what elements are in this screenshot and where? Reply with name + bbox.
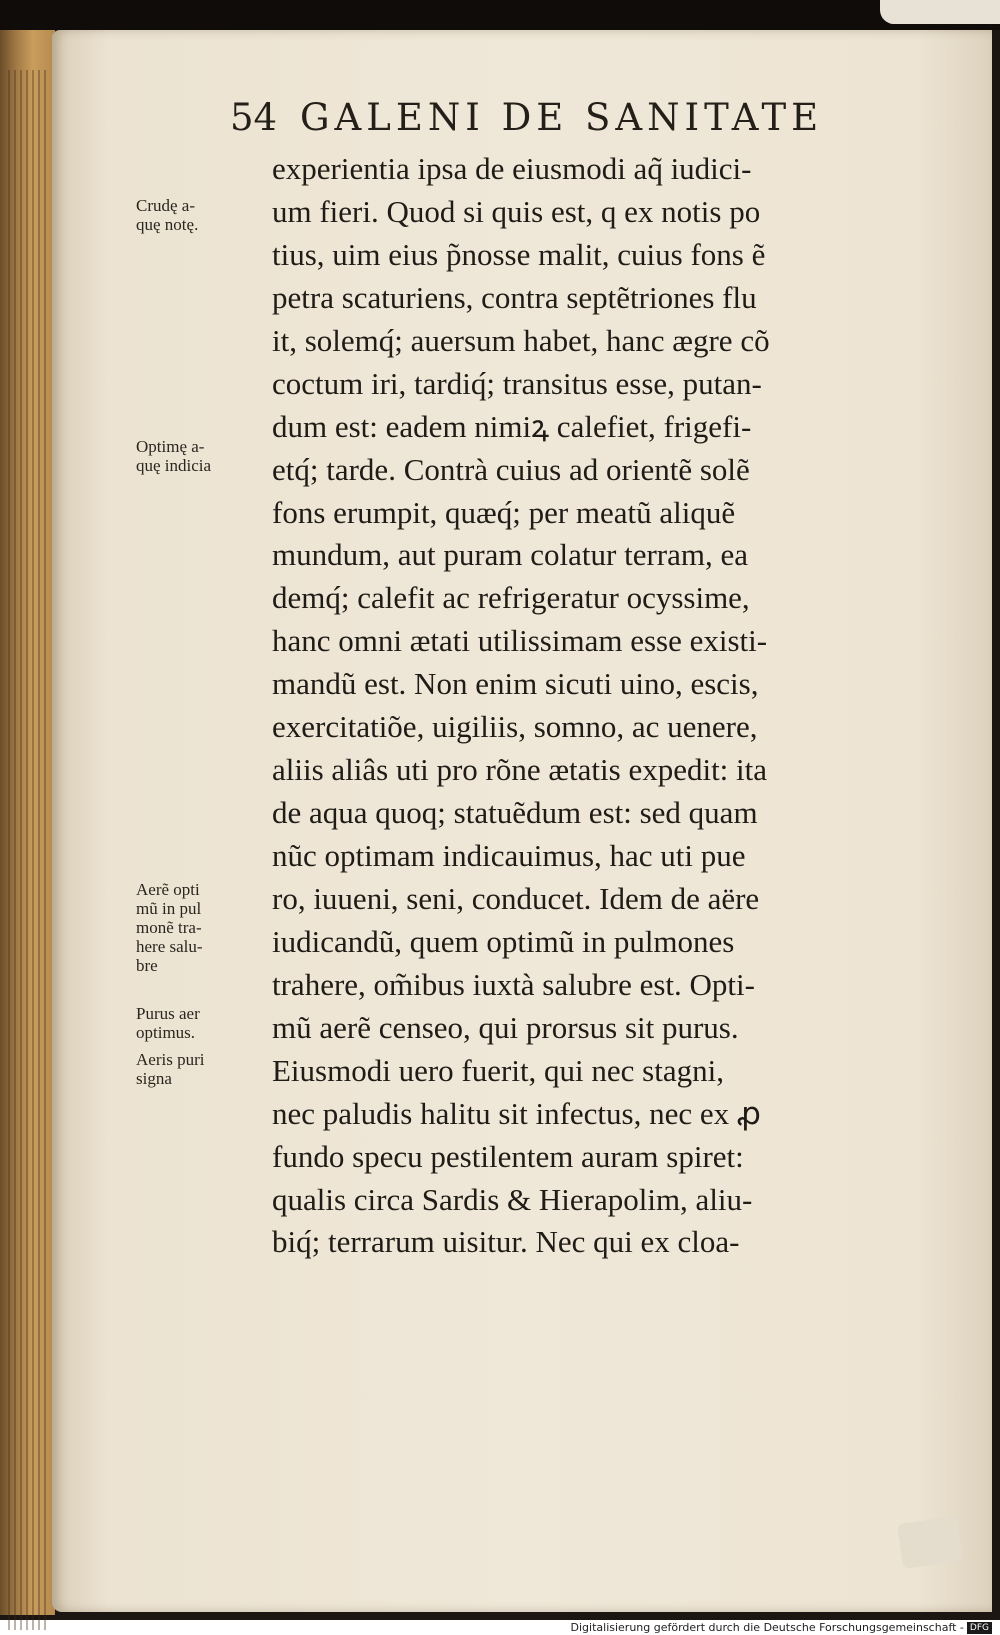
text-line: it, solemq́; auersum habet, hanc ægre cõ [272, 322, 770, 358]
main-text-block [272, 148, 912, 1264]
marginal-note-line: mũ in pul [136, 899, 202, 918]
page-number: 54 [230, 96, 278, 139]
text-line: de aqua quoq; statuẽdum est: sed quam [272, 795, 758, 831]
text-line: ro, iuueni, seni, conducet. Idem de aëre [272, 880, 760, 916]
text-line: Eiusmodi uero fuerit, qui nec stagni, [272, 1052, 724, 1088]
text-line: fundo specu pestilentem auram spiret: [272, 1138, 744, 1174]
scan-top-strip [0, 0, 1000, 30]
marginal-note-aere-optimum [136, 880, 203, 975]
page-corner-tab [897, 1516, 963, 1569]
marginal-note-aeris-puri [136, 1050, 204, 1088]
marginal-note-line: Aerẽ opti [136, 880, 200, 899]
text-line: mundum, aut puram colatur terram, ea [272, 537, 749, 573]
marginal-note-line: quę notę. [136, 215, 199, 234]
dfg-logo: DFG [967, 1622, 992, 1634]
text-line: coctum iri, tardiq́; transitus esse, putan- [272, 365, 762, 401]
text-line: experientia ipsa de eiusmodi aq̃ iudici- [272, 151, 752, 186]
marginal-note-crudae-aquae [136, 196, 198, 234]
page-tab-top [880, 0, 1000, 24]
text-line: iudicandũ, quem optimũ in pulmones [272, 923, 735, 959]
text-line: trahere, om̃ibus iuxtà salubre est. Opti- [272, 966, 755, 1002]
text-line: demq́; calefit ac refrigeratur ocyssime, [272, 580, 750, 616]
book-page-edges [0, 30, 55, 1615]
marginal-note-line: optimus. [136, 1023, 196, 1042]
digitization-credit [571, 1620, 992, 1635]
credit-text: Digitalisierung gefördert durch die Deutsche Forschungsgemeinschaft - [570, 1621, 964, 1634]
text-line: biq́; terrarum uisitur. Nec qui ex cloa- [272, 1224, 740, 1260]
text-line: mandũ est. Non enim sicuti uino, escis, [272, 666, 759, 702]
text-line: fons erumpit, quæq́; per meatũ aliquẽ [272, 494, 736, 530]
text-line: exercitatiõe, uigiliis, somno, ac uenere, [272, 709, 758, 745]
marginal-note-line: Crudę a- [136, 196, 196, 215]
text-line: etq́; tarde. Contrà cuius ad orientẽ solẽ [272, 451, 750, 487]
page-edge-lines [8, 70, 48, 1630]
text-line: nec paludis halitu sit infectus, nec ex ꝓ [272, 1095, 761, 1131]
marginal-note-purus-aer [136, 1004, 200, 1042]
marginal-note-line: here salu- [136, 937, 203, 956]
marginal-note-line: monẽ tra- [136, 918, 202, 937]
text-line: dum est: eadem nimiꝝ calefiet, frigefi- [272, 408, 752, 444]
text-line: hanc omni ætati utilissimam esse existi- [272, 623, 768, 659]
marginal-note-line: Aeris puri [136, 1050, 205, 1069]
marginal-note-line: quę indicia [136, 456, 212, 475]
marginal-note-optimae-aquae [136, 437, 211, 475]
running-title: GALENI DE SANITATE [300, 96, 824, 139]
marginal-note-line: Purus aer [136, 1004, 200, 1023]
text-line: qualis circa Sardis & Hierapolim, aliu- [272, 1181, 753, 1217]
marginal-note-line: bre [136, 956, 158, 975]
running-header [230, 96, 870, 144]
text-line: um fieri. Quod si quis est, q ex notis po [272, 193, 761, 229]
text-line: tius, uim eius p̃nosse malit, cuius fons ẽ [272, 236, 766, 272]
text-line: aliis aliâs uti pro rõne ætatis expedit: ita [272, 752, 768, 788]
marginal-note-line: Optimę a- [136, 437, 205, 456]
marginal-note-line: signa [136, 1069, 172, 1088]
text-line: mũ aerẽ censeo, qui prorsus sit purus. [272, 1009, 739, 1045]
text-line: petra scaturiens, contra septẽtriones flu [272, 279, 757, 315]
text-line: nũc optimam indicauimus, hac uti pue [272, 838, 746, 873]
